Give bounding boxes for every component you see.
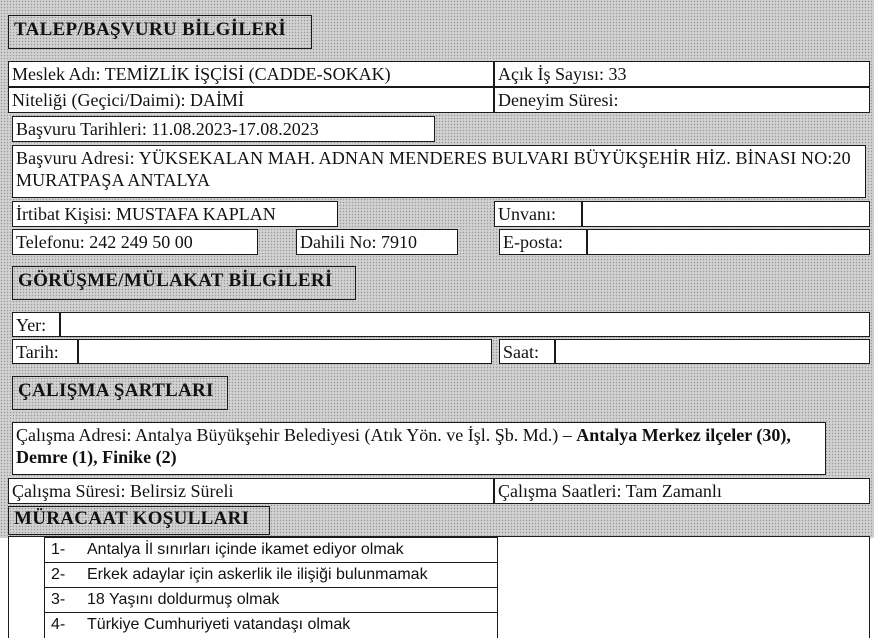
saat-input[interactable] (555, 339, 870, 364)
tarih-text: Tarih: (16, 342, 59, 362)
muracaat-list (44, 537, 498, 638)
unvani-label-box (494, 201, 582, 227)
list-item-text: Antalya İl sınırları içinde ikamet ediyor olmak (87, 541, 404, 558)
calisma-adresi-bold: Antalya Merkez ilçeler (30), Demre (1), Finike (2) (16, 425, 791, 467)
list-item-number: 4- (51, 616, 66, 633)
dahili-field (296, 229, 458, 255)
saat-label-box (499, 339, 555, 364)
list-item (45, 538, 497, 562)
telefon-field (12, 229, 258, 255)
calisma-suresi-field (8, 478, 494, 504)
telefon-text: Telefonu: 242 249 50 00 (16, 232, 193, 252)
calisma-adresi-text (13, 423, 825, 468)
eposta-text: E-posta: (503, 232, 563, 252)
section-title-calisma (12, 376, 228, 410)
tarih-label-box (12, 339, 78, 364)
list-item (45, 612, 497, 637)
irtibat-field (12, 201, 338, 227)
deneyim-field (494, 87, 870, 113)
section-title-muracaat-text: MÜRACAAT KOŞULLARI (14, 508, 250, 529)
list-item (45, 562, 497, 587)
list-item-text: Erkek adaylar için askerlik ile ilişiği bulunmamak (87, 566, 428, 583)
section-title-calisma-text: ÇALIŞMA ŞARTLARI (18, 380, 214, 401)
list-item-number: 2- (51, 566, 66, 583)
basvuru-adresi-text: Başvuru Adresi: YÜKSEKALAN MAH. ADNAN MENDERES BULVARI BÜYÜKŞEHİR HİZ. BİNASI NO:20 MURATPAŞA ANTALYA (16, 148, 851, 190)
dahili-text: Dahili No: 7910 (300, 232, 417, 252)
yer-text: Yer: (16, 315, 47, 335)
section-title-gorusme (12, 266, 356, 300)
niteligi-text: Niteliği (Geçici/Daimi): DAİMİ (12, 90, 244, 110)
basvuru-adresi-field (12, 145, 866, 198)
irtibat-text: İrtibat Kişisi: MUSTAFA KAPLAN (16, 204, 276, 224)
calisma-adresi-prefix: Çalışma Adresi: Antalya Büyükşehir Belediyesi (Atık Yön. ve İşl. Şb. Md.) – (16, 425, 577, 445)
acik-is-text: Açık İş Sayısı: 33 (498, 64, 627, 84)
section-title-muracaat (8, 506, 270, 535)
calisma-suresi-text: Çalışma Süresi: Belirsiz Süreli (12, 481, 234, 501)
list-item (45, 587, 497, 612)
section-title-gorusme-text: GÖRÜŞME/MÜLAKAT BİLGİLERİ (18, 270, 333, 291)
tarih-input[interactable] (78, 339, 492, 364)
yer-input[interactable] (60, 312, 870, 337)
calisma-saatleri-text: Çalışma Saatleri: Tam Zamanlı (498, 481, 722, 501)
meslek-field (8, 61, 494, 87)
meslek-text: Meslek Adı: TEMİZLİK İŞÇİSİ (CADDE-SOKAK) (12, 64, 391, 84)
list-item-number: 1- (51, 541, 66, 558)
eposta-label-box (499, 229, 587, 255)
saat-text: Saat: (503, 342, 539, 362)
section-title-talep-text: TALEP/BAŞVURU BİLGİLERİ (14, 19, 287, 40)
unvani-input[interactable] (582, 201, 870, 227)
deneyim-text: Deneyim Süresi: (498, 90, 619, 110)
section-title-talep (8, 15, 312, 49)
list-item-text: 18 Yaşını doldurmuş olmak (87, 591, 280, 608)
calisma-adresi-field (12, 422, 826, 475)
eposta-input[interactable] (587, 229, 870, 255)
basvuru-tarihleri-text: Başvuru Tarihleri: 11.08.2023-17.08.2023 (16, 119, 319, 139)
unvani-text: Unvanı: (498, 204, 556, 224)
calisma-saatleri-field (494, 478, 870, 504)
niteligi-field (8, 87, 494, 113)
yer-label-box (12, 312, 60, 337)
list-item-text: Türkiye Cumhuriyeti vatandaşı olmak (87, 616, 351, 633)
basvuru-tarihleri-field (12, 116, 435, 142)
list-item-number: 3- (51, 591, 66, 608)
acik-is-field (494, 61, 870, 87)
